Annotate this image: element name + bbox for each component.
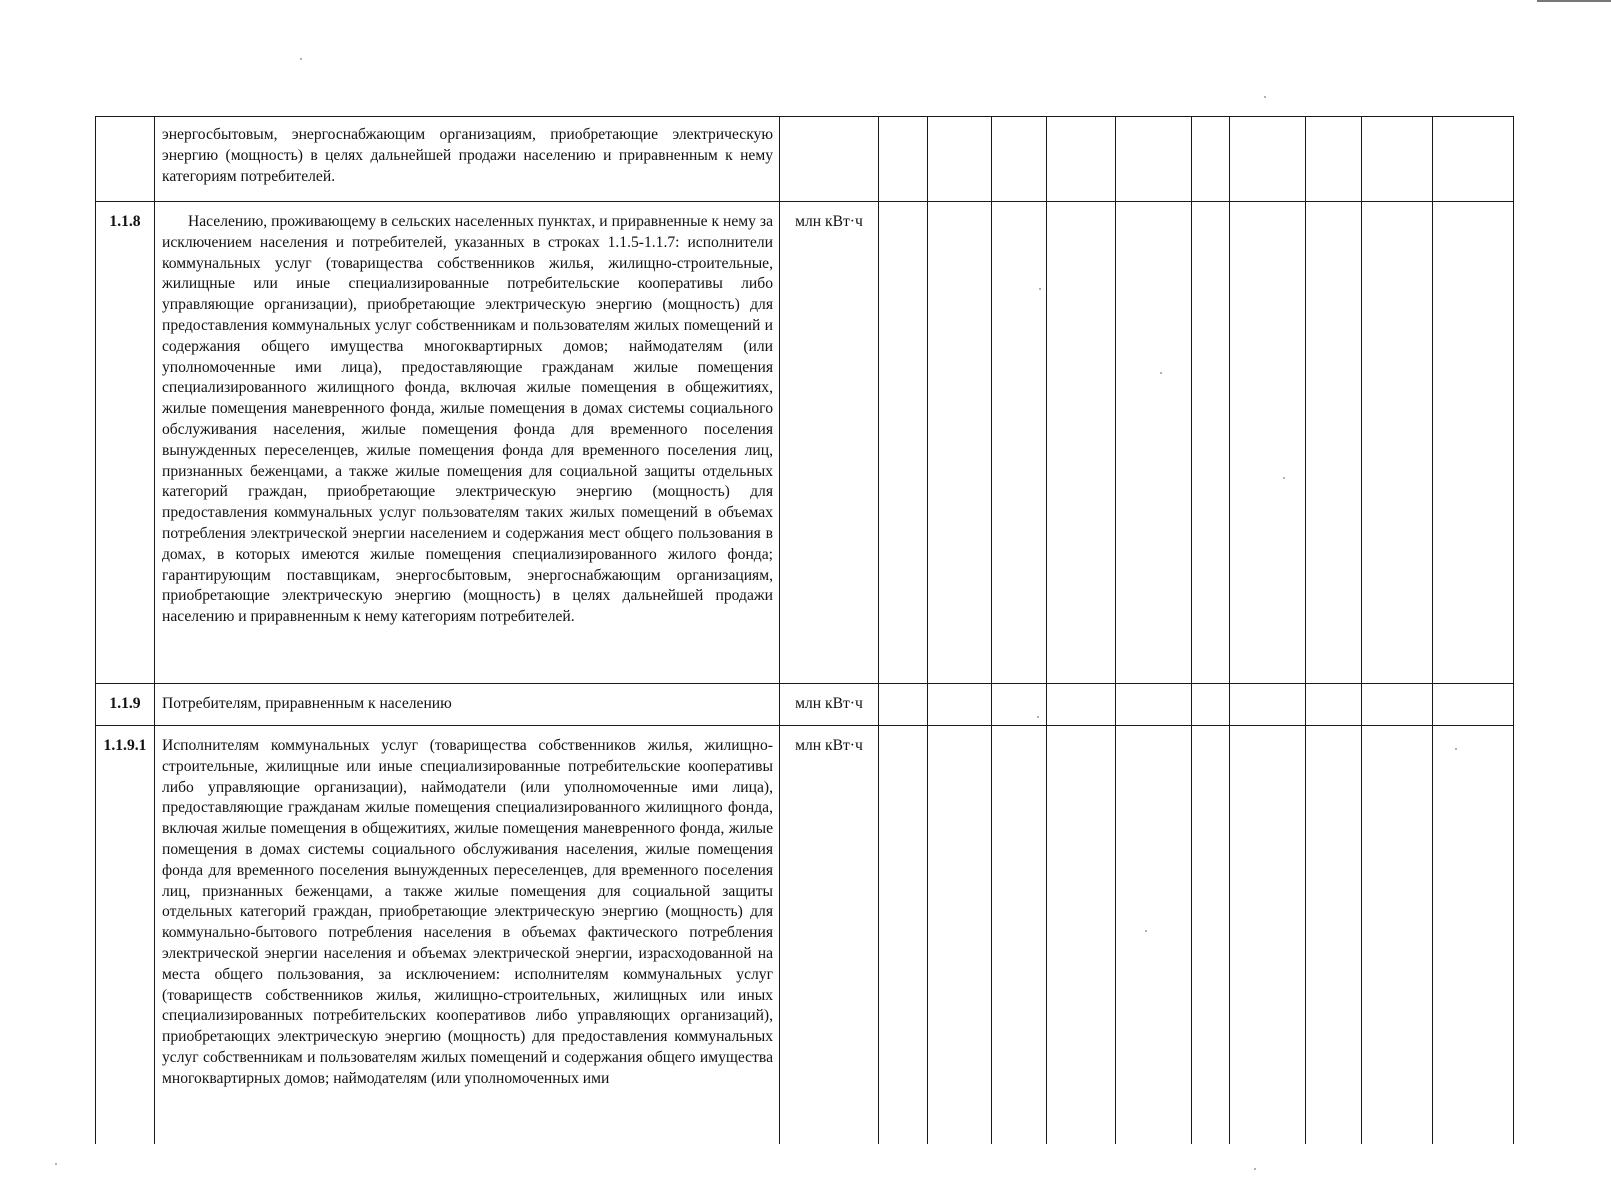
row-unit — [780, 117, 879, 202]
scan-speck — [1264, 96, 1266, 98]
row-number — [96, 117, 155, 202]
table-row — [96, 726, 1514, 1144]
value-cell — [1433, 726, 1514, 1144]
value-cell — [1116, 202, 1192, 684]
value-cell — [1362, 726, 1433, 1144]
value-cell — [1192, 726, 1230, 1144]
value-cell — [1306, 684, 1362, 726]
value-cell — [879, 202, 928, 684]
value-cell — [928, 726, 992, 1144]
row-unit: млн кВт·ч — [780, 726, 879, 1144]
row-description: Населению, проживающему в сельских населенных пунктах, и приравненные к нему за исключением населения и потребителей, указанных в строках 1.1.5-1.1.7: исполнители коммунальных услуг (товарищества собственников жилья, жилищно-строительные, жилищные или иные специализированные потребительские кооперативы либо управляющие организации), приобретающие электрическую энергию (мощность) для предоставления коммунальных услуг собственникам и пользователям жилых помещений и содержания общего имущества многоквартирных домов; наймодателям (или уполномоченные ими лица), предоставляющие гражданам жилые помещения специализированного жилищного фонда, включая жилые помещения в общежитиях, жилые помещения маневренного фонда, жилые помещения в домах системы социального обслуживания населения, жилые помещения фонда для временного поселения вынужденных переселенцев, жилые помещения фонда для временного поселения лиц, признанных беженцами, а также жилые помещения для социальной защиты отдельных категорий граждан, приобретающие электрическую энергию (мощность) для предоставления коммунальных услуг пользователям таких жилых помещений в объемах потребления электрической энергии населением и содержания мест общего пользования в домах, в которых имеются жилые помещения специализированного жилого фонда; гарантирующим поставщикам, энергосбытовым, энергоснабжающим организациям, приобретающие электрическую энергию (мощность) в целях дальнейшей продажи населению и приравненным к нему категориям потребителей. — [155, 202, 780, 684]
value-cell — [1192, 202, 1230, 684]
scan-speck — [1455, 748, 1457, 750]
value-cell — [1116, 117, 1192, 202]
row-description: Исполнителям коммунальных услуг (товарищества собственников жилья, жилищно-строительные, жилищные или иные специализированные потребительские кооперативы либо управляющие организации), наймодатели (или уполномоченные ими лица), предоставляющие гражданам жилые помещения специализированного жилищного фонда, включая жилые помещения в общежитиях, жилые помещения маневренного фонда, жилые помещения в домах системы социального обслуживания населения, жилые помещения фонда для временного поселения вынужденных переселенцев, для временного поселения лиц, признанных беженцами, а также жилые помещения для социальной защиты отдельных категорий граждан, приобретающие электрическую энергию (мощность) для коммунально-бытового потребления населения в объемах фактического потребления электрической энергии населения и объемах электрической энергии, израсходованной на места общего пользования, за исключением: исполнителям коммунальных услуг (товариществ собственников жилья, жилищно-строительных, жилищных или иных специализированных потребительских кооперативов либо управляющих организаций), приобретающих электрическую энергию (мощность) для предоставления коммунальных услуг собственникам и пользователям жилых помещений и содержания общего имущества многоквартирных домов; наймодателям (или уполномоченных ими — [155, 726, 780, 1144]
scan-speck — [1283, 477, 1285, 479]
value-cell — [879, 726, 928, 1144]
scan-speck — [1254, 1168, 1256, 1170]
value-cell — [992, 117, 1047, 202]
tariff-table — [95, 116, 1514, 1144]
scan-speck — [55, 1163, 57, 1165]
row-description: Потребителям, приравненным к населению — [155, 684, 780, 726]
value-cell — [1230, 726, 1306, 1144]
value-cell — [1116, 684, 1192, 726]
value-cell — [1306, 726, 1362, 1144]
value-cell — [879, 117, 928, 202]
scan-speck — [1145, 930, 1147, 932]
value-cell — [1362, 202, 1433, 684]
row-description: энергосбытовым, энергоснабжающим организациям, приобретающие электрическую энергию (мощность) в целях дальнейшей продажи населению и приравненным к нему категориям потребителей. — [155, 117, 780, 202]
value-cell — [928, 202, 992, 684]
value-cell — [1433, 202, 1514, 684]
scan-speck — [1160, 372, 1162, 374]
value-cell — [1362, 684, 1433, 726]
value-cell — [992, 684, 1047, 726]
scan-speck — [1037, 716, 1039, 718]
value-cell — [992, 726, 1047, 1144]
value-cell — [1230, 684, 1306, 726]
value-cell — [1306, 202, 1362, 684]
value-cell — [1047, 202, 1116, 684]
value-cell — [1362, 117, 1433, 202]
value-cell — [1433, 117, 1514, 202]
value-cell — [1230, 202, 1306, 684]
scan-edge-mark — [1537, 0, 1611, 2]
row-number: 1.1.8 — [96, 202, 155, 684]
value-cell — [879, 684, 928, 726]
value-cell — [1230, 117, 1306, 202]
row-number: 1.1.9.1 — [96, 726, 155, 1144]
table-row — [96, 202, 1514, 684]
value-cell — [928, 684, 992, 726]
value-cell — [992, 202, 1047, 684]
value-cell — [1306, 117, 1362, 202]
table-row — [96, 684, 1514, 726]
value-cell — [1116, 726, 1192, 1144]
value-cell — [1047, 726, 1116, 1144]
row-unit: млн кВт·ч — [780, 684, 879, 726]
table-row — [96, 117, 1514, 202]
value-cell — [1192, 684, 1230, 726]
scan-speck — [1039, 288, 1041, 290]
scan-speck — [300, 58, 302, 60]
value-cell — [1047, 117, 1116, 202]
row-number: 1.1.9 — [96, 684, 155, 726]
value-cell — [1047, 684, 1116, 726]
row-unit: млн кВт·ч — [780, 202, 879, 684]
value-cell — [1433, 684, 1514, 726]
value-cell — [928, 117, 992, 202]
value-cell — [1192, 117, 1230, 202]
